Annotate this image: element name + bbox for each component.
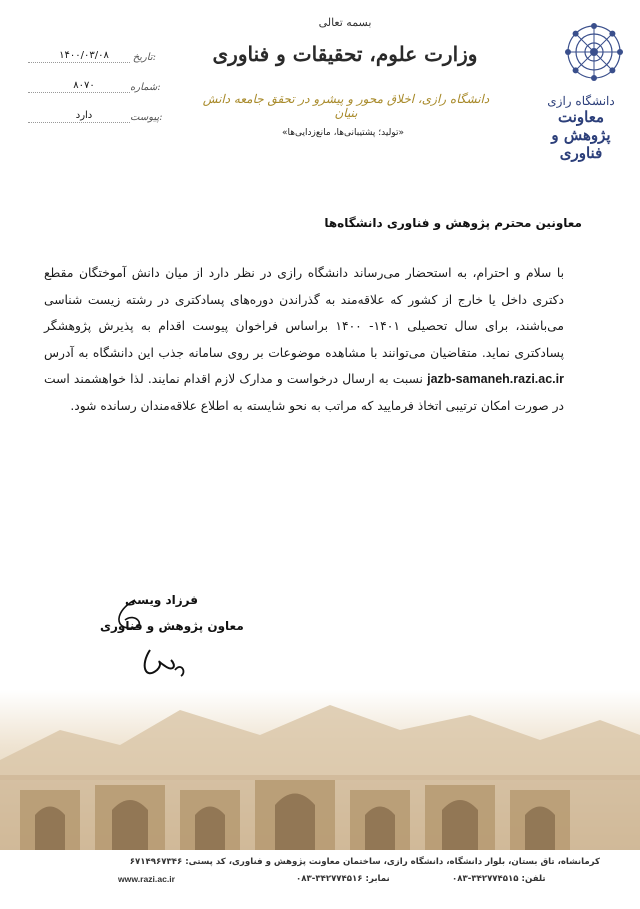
footer-phone: تلفن: ۳۴۲۷۷۴۵۱۵-۰۸۳ (452, 874, 546, 884)
date-value: ۱۴۰۰/۰۳/۰۸ (59, 50, 109, 61)
university-name (536, 94, 626, 162)
university-name-line2: معاونت (558, 108, 604, 126)
attachment-label: پیوست: (130, 112, 163, 123)
recruitment-system-url[interactable]: jazb-samaneh.razi.ac.ir (427, 372, 564, 387)
attachment-value: دارد (75, 110, 93, 121)
number-row (28, 80, 161, 93)
letter-recipient: معاونین محترم پژوهش و فناوری دانشگاه‌ها (324, 216, 582, 230)
footer-contact (88, 874, 600, 888)
letter-body-part1: با سلام و احترام، به استحضار می‌رساند دانشگاه رازی در نظر دارد از میان دانش آموختگان مقطع دکتری داخل یا خارج از کشور که علاقه‌مند به گذراندن دوره‌های پسادکتری در رشته زیست شناسی می‌باشند، برای سال تحصیلی ۱۴۰۱- ۱۴۰۰ براساس فراخوان پیوست اقدام به پذیرش پژوهشگر پسادکتری نماید. متقاضیان می‌توانند با مشاهده موضوعات بر روی سامانه جذب این دانشگاه به آدرس (44, 266, 564, 360)
letter-body-part2: نسبت به ارسال درخواست و مدارک لازم اقدام نمایند. لذا خواهشمند است در صورت امکان ترتیبی اتخاذ فرمایید که مراتب به نحو شایسته به اطلاع علاقه‌مندان رسانده شود. (44, 372, 564, 413)
university-name-line1: دانشگاه رازی (547, 94, 615, 108)
number-dotted-line (28, 80, 130, 93)
bismillah: بسمه تعالی (318, 16, 372, 29)
campus-building-illustration (0, 690, 640, 850)
date-row (28, 50, 156, 63)
signatory-name: فرزاد ویسی (125, 593, 198, 607)
university-name-line3: پژوهش و فناوری (551, 126, 611, 162)
letter-body (44, 260, 564, 420)
university-emblem-icon (562, 22, 626, 82)
number-label: شماره: (130, 82, 161, 93)
attachment-dotted-line (28, 110, 130, 123)
date-label: تاریخ: (132, 52, 156, 63)
attachment-row (28, 110, 163, 123)
date-dotted-line (28, 50, 130, 63)
footer-website-link[interactable]: www.razi.ac.ir (118, 874, 175, 884)
signatory-title: معاون پژوهش و فناوری (100, 619, 244, 633)
ministry-title: وزارت علوم، تحقیقات و فناوری (212, 42, 478, 66)
university-slogan: دانشگاه رازی، اخلاق محور و پیشرو در تحقق جامعه دانش بنیان (202, 92, 490, 120)
footer-fax: نمابر: ۳۴۲۷۷۴۵۱۶-۰۸۳ (296, 874, 390, 884)
number-value: ۸۰۷۰ (73, 80, 95, 91)
footer-address: کرمانشاه، تاق بستان، بلوار دانشگاه، دانشگاه رازی، ساختمان معاونت پژوهش و فناوری، کد پستی: ۶۷۱۴۹۶۷۳۴۶ (129, 857, 600, 867)
year-slogan: «تولید؛ پشتیبانی‌ها، مانع‌زدایی‌ها» (282, 128, 404, 138)
